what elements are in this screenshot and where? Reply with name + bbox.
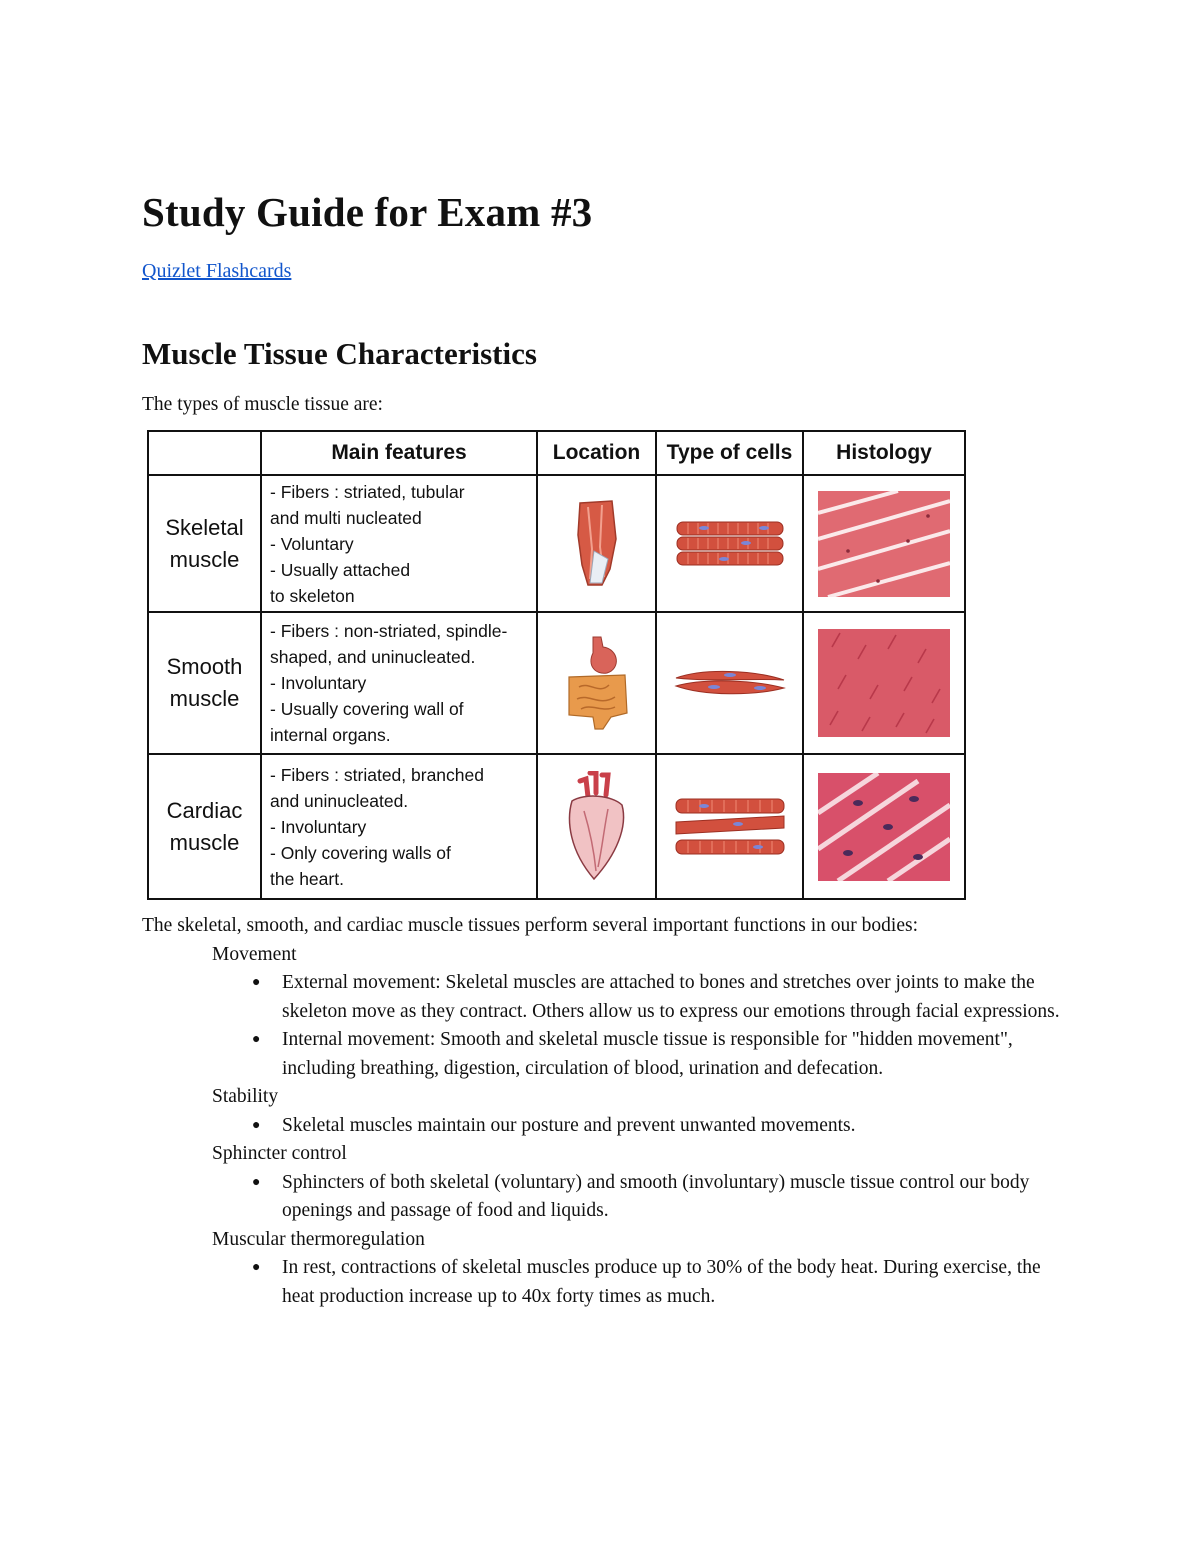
function-category: Sphincter control [212, 1143, 347, 1164]
bullet-icon: ● [252, 1117, 261, 1133]
quizlet-flashcards-link[interactable]: Quizlet Flashcards [142, 260, 292, 282]
function-list [142, 969, 1102, 1083]
cardiac-histology-icon [818, 773, 950, 881]
main-features [261, 612, 537, 754]
feature-line: - Fibers : striated, tubular [270, 481, 465, 502]
table-header-cell: Histology [803, 431, 965, 475]
feature-line: - Fibers : non-striated, spindle- [270, 621, 508, 641]
function-category: Stability [212, 1086, 279, 1107]
table-header-cell [148, 431, 261, 475]
cardiac-fiber-icon [674, 796, 786, 858]
function-list [142, 1169, 1102, 1226]
smooth-cell-icon [674, 666, 786, 700]
table-row [148, 754, 965, 899]
feature-line: - Usually covering wall of [270, 699, 464, 719]
table-row [148, 475, 965, 612]
feature-line: to skeleton [270, 585, 355, 606]
function-list [142, 1254, 1102, 1311]
feature-line: and multi nucleated [270, 507, 422, 528]
heart-icon [564, 771, 630, 883]
bullet-icon: ● [252, 1174, 261, 1190]
histology-cell [803, 612, 965, 754]
feature-line: - Involuntary [270, 673, 367, 693]
main-features [261, 475, 537, 612]
list-item: ● Internal movement: Smooth and skeletal muscle tissue is responsible for "hidden movement", including breathing, digestion, circulation of blood, urination and defecation. [282, 1026, 1072, 1083]
histology-cell [803, 475, 965, 612]
feature-line: - Voluntary [270, 533, 354, 554]
feature-line: - Only covering walls of [270, 842, 451, 863]
bullet-icon: ● [252, 1032, 261, 1047]
list-item: ● Sphincters of both skeletal (voluntary) and smooth (involuntary) muscle tissue control our body openings and passage of food and liquids. [282, 1169, 1072, 1226]
muscle-types-table [147, 430, 966, 900]
main-features [261, 754, 537, 899]
arm-muscle-icon [572, 499, 622, 589]
skeletal-fiber-icon [674, 519, 786, 569]
list-item: ● External movement: Skeletal muscles are attached to bones and stretches over joints to make the skeleton move as they contract. Others allow us to express our emotions through facial expressions. [282, 969, 1072, 1026]
histology-cell [803, 754, 965, 899]
table-header-row [148, 431, 965, 475]
feature-line: the heart. [270, 868, 344, 889]
smooth-histology-icon [818, 629, 950, 737]
digestive-organs-icon [559, 633, 635, 733]
muscle-type-name: Cardiac muscle [148, 754, 261, 899]
muscle-type-name: Skeletal muscle [148, 475, 261, 612]
feature-line: and uninucleated. [270, 790, 409, 811]
feature-line: internal organs. [270, 725, 391, 745]
skeletal-histology-icon [818, 491, 950, 597]
bullet-icon: ● [252, 975, 261, 990]
location-cell [537, 475, 656, 612]
section-heading: Muscle Tissue Characteristics [142, 336, 537, 371]
feature-line: shaped, and uninucleated. [270, 647, 476, 667]
feature-line: - Involuntary [270, 816, 367, 837]
bullet-icon: ● [252, 1260, 261, 1275]
list-item: ● In rest, contractions of skeletal muscles produce up to 30% of the body heat. During exercise, the heat production increase up to 40x forty times as much. [282, 1254, 1072, 1311]
location-cell [537, 612, 656, 754]
feature-line: - Usually attached [270, 559, 411, 580]
table-header-cell: Location [537, 431, 656, 475]
document-title: Study Guide for Exam #3 [142, 189, 593, 235]
feature-line: - Fibers : striated, branched [270, 764, 484, 785]
table-header-cell: Type of cells [656, 431, 803, 475]
table-header-cell: Main features [261, 431, 537, 475]
muscle-type-name: Smooth muscle [148, 612, 261, 754]
cell-type-cell [656, 612, 803, 754]
location-cell [537, 754, 656, 899]
table-row [148, 612, 965, 754]
functions-section [142, 912, 1102, 1311]
function-category: Muscular thermoregulation [212, 1228, 425, 1250]
function-list [142, 1112, 1102, 1141]
cell-type-cell [656, 754, 803, 899]
functions-intro: The skeletal, smooth, and cardiac muscle tissues perform several important functions in our bodies: [142, 915, 919, 936]
intro-text: The types of muscle tissue are: [142, 394, 383, 415]
function-category: Movement [212, 943, 297, 965]
list-item: ● Skeletal muscles maintain our posture and prevent unwanted movements. [282, 1112, 1072, 1141]
cell-type-cell [656, 475, 803, 612]
